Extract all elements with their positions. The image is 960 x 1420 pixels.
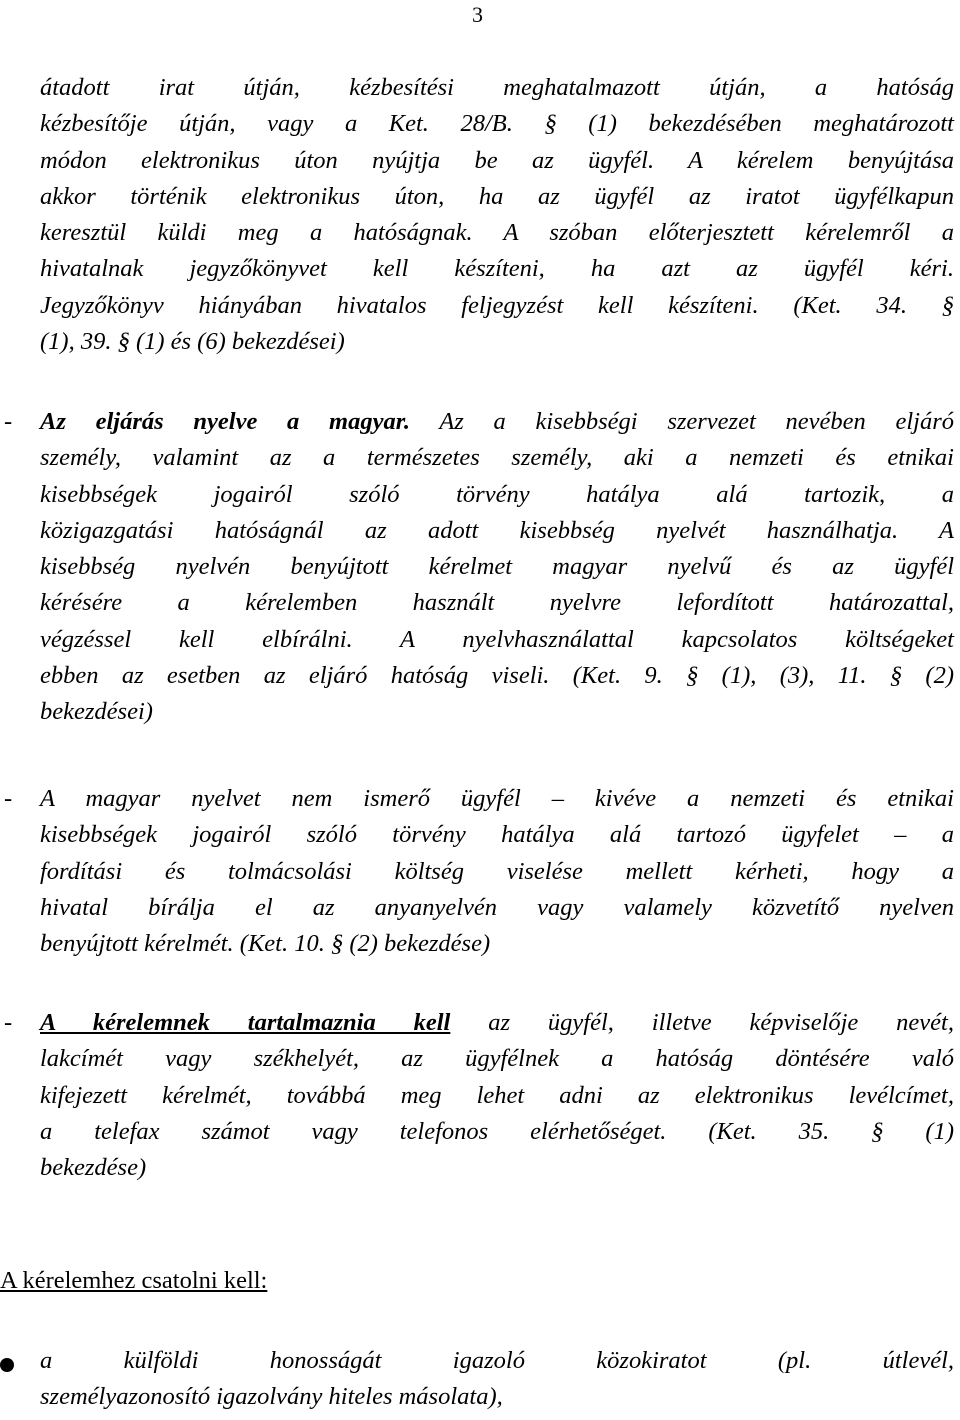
- text-line: Jegyzőkönyv hiányában hivatalos feljegyzést kell készíteni. (Ket. 34. §: [40, 291, 954, 319]
- text-line: módon elektronikus úton nyújtja be az ügyfél. A kérelem benyújtása: [40, 146, 954, 174]
- text-line: átadott irat útján, kézbesítési meghatalmazott útján, a hatóság: [40, 74, 954, 101]
- text-line: kisebbségek jogairól szóló törvény hatálya alá tartozó ügyfelet – a: [40, 821, 954, 849]
- dash-marker: -: [4, 785, 13, 812]
- text-line: személy, valamint az a természetes személy, aki a nemzeti és etnikai: [40, 444, 954, 472]
- text-line: hivatalnak jegyzőkönyvet kell készíteni, ha azt az ügyfél kéri.: [40, 255, 954, 283]
- text-line: (1), 39. § (1) és (6) bekezdései): [40, 328, 345, 356]
- text-line: benyújtott kérelmét. (Ket. 10. § (2) bekezdése): [40, 930, 491, 958]
- text-line: közigazgatási hatóságnál az adott kisebbség nyelvét használhatja. A: [40, 516, 954, 544]
- text-line: A kérelemnek tartalmaznia kell az ügyfél, illetve képviselője nevét,: [40, 1009, 954, 1036]
- text-line: kisebbség nyelvén benyújtott kérelmet magyar nyelvű és az ügyfél: [40, 553, 954, 581]
- text-line: A magyar nyelvet nem ismerő ügyfél – kivéve a nemzeti és etnikai: [40, 785, 954, 812]
- text-line: keresztül küldi meg a hatóságnak. A szóban előterjesztett kérelemről a: [40, 219, 955, 247]
- text-line: fordítási és tolmácsolási költség viselése mellett kérheti, hogy a: [40, 857, 954, 885]
- text-line: a telefax számot vagy telefonos elérhetőséget. (Ket. 35. § (1): [40, 1117, 954, 1145]
- paragraph-submission: [40, 70, 954, 360]
- attachments-heading: A kérelemhez csatolni kell:: [0, 1267, 268, 1294]
- page-number: 3: [472, 2, 483, 27]
- dash-marker: -: [4, 408, 13, 435]
- text-line: bekezdései): [40, 698, 153, 726]
- text-line: végzéssel kell elbírálni. A nyelvhasználattal kapcsolatos költségeket: [40, 625, 954, 653]
- text-line: kisebbségek jogairól szóló törvény hatálya alá tartozik, a: [40, 480, 954, 508]
- list-item-language: [4, 404, 954, 731]
- text-line: Az eljárás nyelve a magyar. Az a kisebbségi szervezet nevében eljáró: [40, 408, 954, 435]
- text-line: ebben az esetben az eljáró hatóság viseli. (Ket. 9. § (1), (3), 11. § (2): [40, 662, 954, 690]
- text-line: kifejezett kérelmét, továbbá meg lehet adni az elektronikus levélcímet,: [40, 1081, 954, 1109]
- text-line: személyazonosító igazolvány hiteles másolata),: [40, 1383, 503, 1411]
- text-line: kézbesítője útján, vagy a Ket. 28/B. § (1) bekezdésében meghatározott: [40, 110, 954, 138]
- text-line: bekezdése): [40, 1154, 147, 1182]
- text-line: kérésére a kérelemben használt nyelvre lefordított határozattal,: [40, 589, 954, 617]
- text-line: hivatal bírálja el az anyanyelvén vagy valamely közvetítő nyelven: [40, 893, 954, 921]
- text-line: lakcímét vagy székhelyét, az ügyfélnek a hatóság döntésére való: [40, 1045, 954, 1073]
- bullet-icon: [0, 1358, 14, 1372]
- list-item-request-content: [4, 1005, 954, 1186]
- dash-marker: -: [4, 1009, 13, 1036]
- text-line: a külföldi honosságát igazoló közokiratot (pl. útlevél,: [40, 1347, 954, 1374]
- attachments-list-item: [40, 1343, 954, 1416]
- text-line: akkor történik elektronikus úton, ha az ügyfél az iratot ügyfélkapun: [40, 182, 954, 210]
- list-item-foreign-client: [4, 781, 954, 962]
